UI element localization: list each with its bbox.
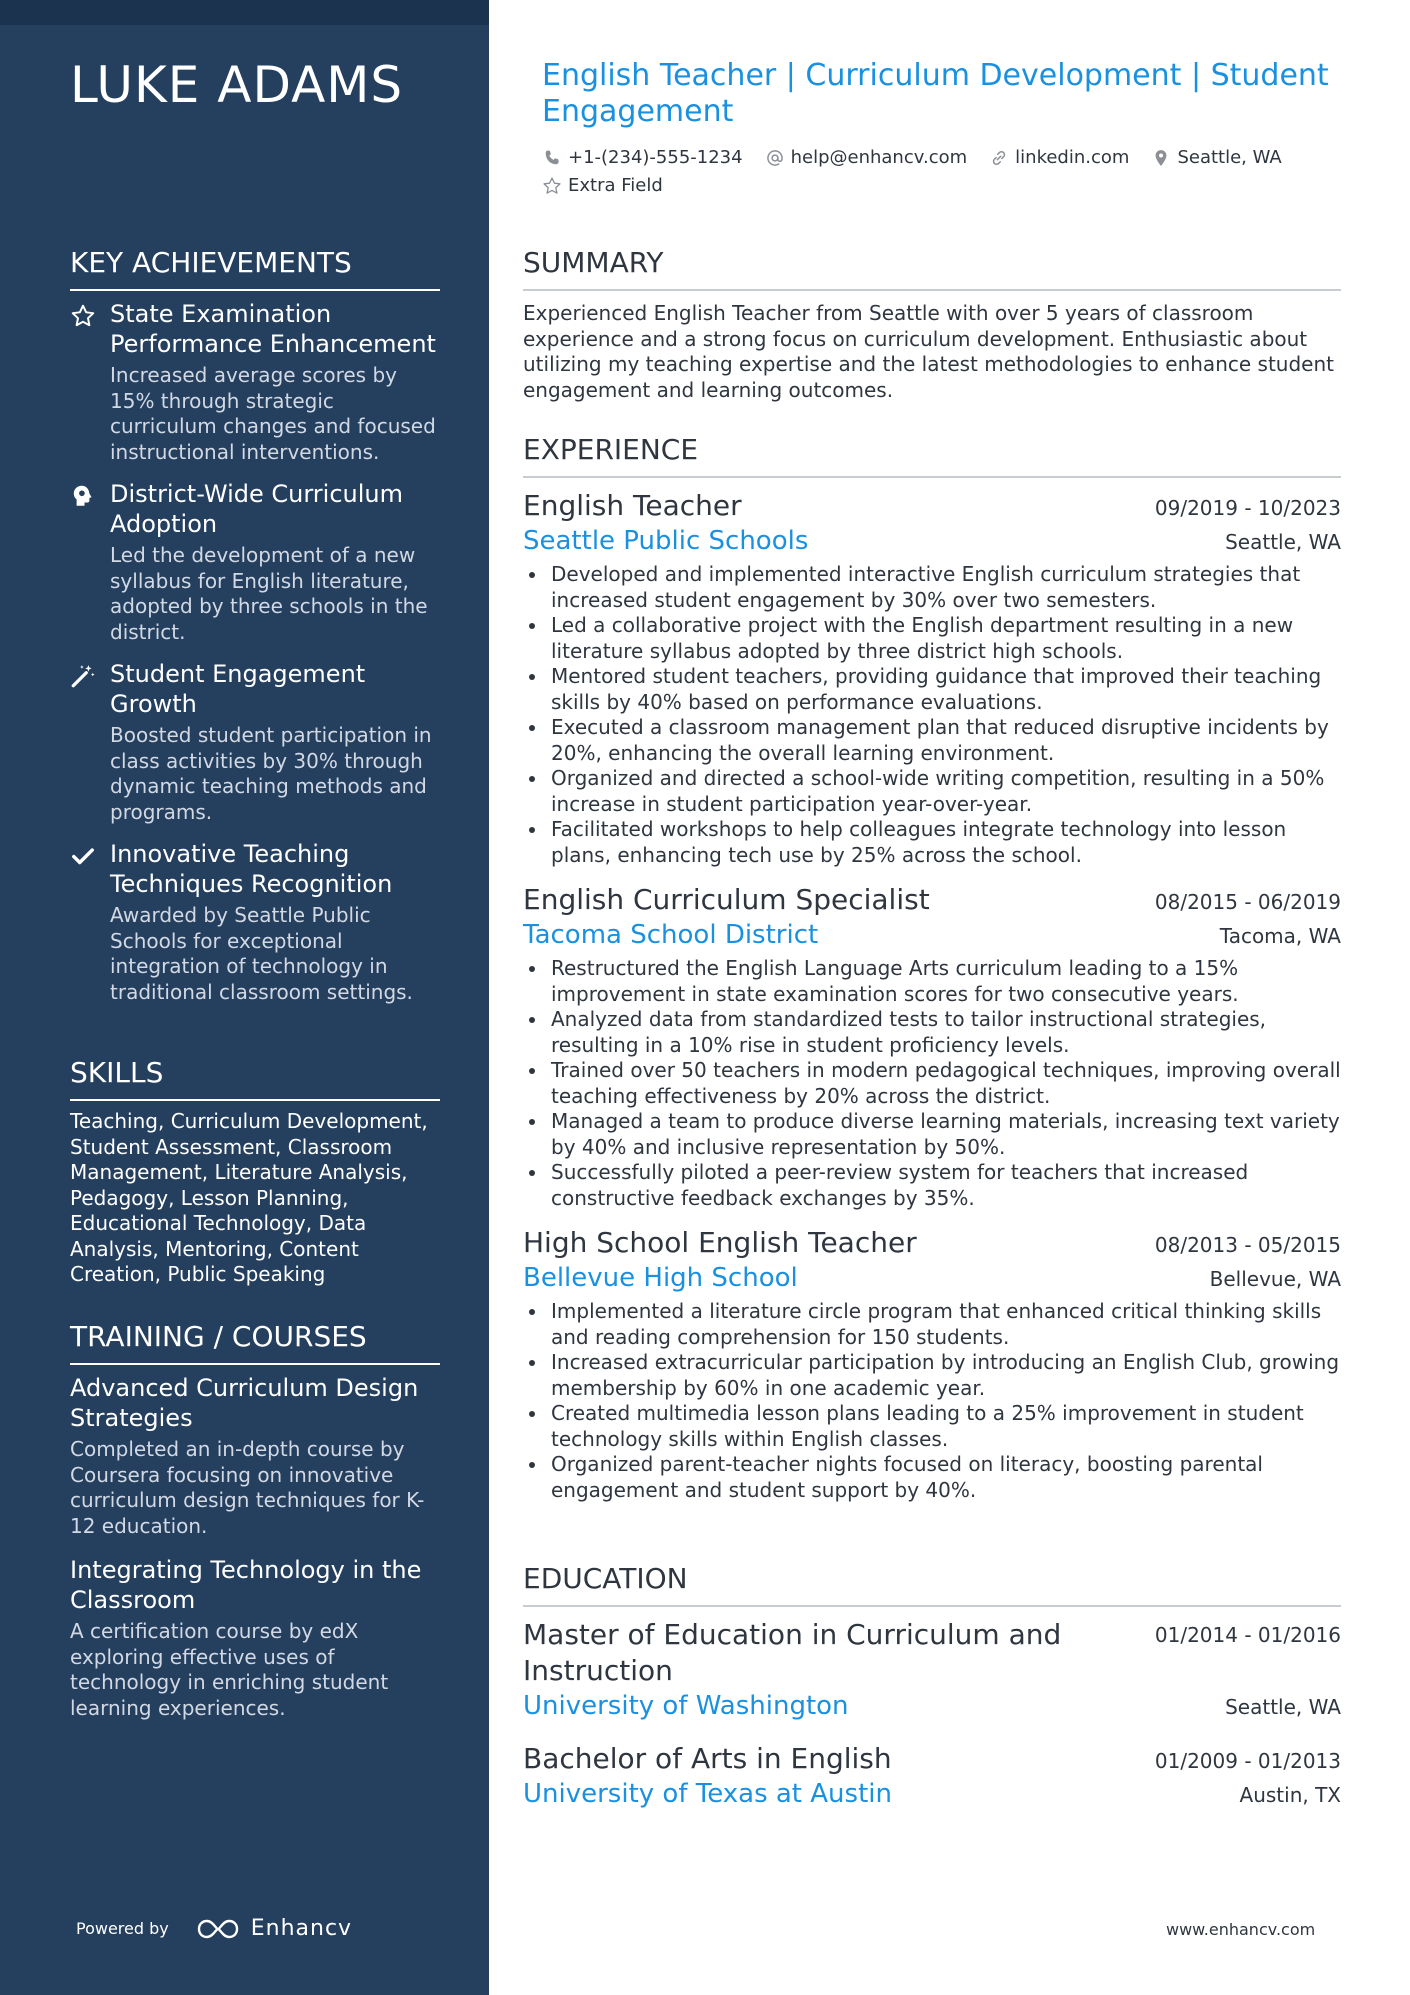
location-icon	[1151, 148, 1171, 168]
section-title: SUMMARY	[523, 246, 1341, 291]
school-location: Austin, TX	[1239, 1783, 1341, 1807]
course-title: Integrating Technology in the Classroom	[70, 1556, 422, 1614]
contact-phone-text: +1-(234)-555-1234	[568, 147, 743, 168]
achievement-description: Led the development of a new syllabus for English literature, adopted by three schools in the district.	[110, 543, 428, 644]
job-bullet: Mentored student teachers, providing guidance that improved their teaching skills by 40% based on performance evaluations.	[523, 664, 1341, 715]
section-title: TRAINING / COURSES	[70, 1320, 440, 1365]
at-icon	[765, 148, 785, 168]
link-icon	[989, 148, 1009, 168]
achievement-title: Innovative Teaching Techniques Recognition	[110, 840, 393, 898]
section-title: KEY ACHIEVEMENTS	[70, 246, 440, 291]
job-bullet: Organized parent-teacher nights focused on literacy, boosting parental engagement and student support by 40%.	[523, 1452, 1341, 1503]
contact-linkedin-text: linkedin.com	[1015, 147, 1130, 168]
achievement-title: District-Wide Curriculum Adoption	[110, 480, 404, 538]
section-title: EDUCATION	[523, 1562, 1341, 1607]
course-description: A certification course by edX exploring effective uses of technology in enriching student learning experiences.	[70, 1619, 389, 1720]
education-section	[523, 1562, 1341, 1829]
contact-location-text: Seattle, WA	[1177, 147, 1282, 168]
education-date: 01/2014 - 01/2016	[1154, 1623, 1341, 1647]
education-entry	[523, 1741, 1341, 1811]
job-bullet: Created multimedia lesson plans leading to a 25% improvement in student technology skills within English classes.	[523, 1401, 1341, 1452]
star-icon	[542, 176, 562, 196]
achievement-description: Increased average scores by 15% through strategic curriculum changes and focused instructional interventions.	[110, 363, 436, 464]
course-description: Completed an in-depth course by Coursera focusing on innovative curriculum design techniques for K-12 education.	[70, 1437, 425, 1538]
job-location: Bellevue, WA	[1209, 1267, 1341, 1291]
head-icon	[70, 483, 96, 509]
footer-website-link[interactable]: www.enhancv.com	[1166, 1920, 1316, 1939]
achievement-item	[70, 839, 440, 1005]
job-title: English Teacher	[523, 489, 742, 522]
candidate-name: LUKE ADAMS	[70, 56, 404, 114]
job-bullet: Implemented a literature circle program that enhanced critical thinking skills and reading comprehension for 150 students.	[523, 1299, 1341, 1350]
job-entry	[523, 488, 1341, 868]
job-bullet: Facilitated workshops to help colleagues integrate technology into lesson plans, enhancing tech use by 25% across the school.	[523, 817, 1341, 868]
enhancv-brand-text: Enhancv	[250, 1916, 353, 1941]
job-bullet: Trained over 50 teachers in modern pedagogical techniques, improving overall teaching effectiveness by 20% across the district.	[523, 1058, 1341, 1109]
star-icon	[70, 303, 96, 329]
job-company: Tacoma School District	[523, 920, 819, 950]
job-title: High School English Teacher	[523, 1226, 917, 1259]
achievement-title: Student Engagement Growth	[110, 660, 366, 718]
job-bullet: Analyzed data from standardized tests to tailor instructional strategies, resulting in a 10% rise in student proficiency levels.	[523, 1007, 1341, 1058]
school-name: University of Washington	[523, 1691, 849, 1721]
sidebar	[0, 0, 489, 1995]
section-title: EXPERIENCE	[523, 433, 1341, 478]
job-bullets	[523, 1299, 1341, 1503]
headline: English Teacher | Curriculum Development | Student Engagement	[542, 58, 1329, 129]
job-date: 08/2013 - 05/2015	[1154, 1233, 1341, 1257]
skills-list: Teaching, Curriculum Development, Student Assessment, Classroom Management, Literature Analysis, Pedagogy, Lesson Planning, Educational Technology, Data Analysis, Mentoring, Content Creation, Public Speaking	[70, 1109, 428, 1286]
powered-by-label: Powered by	[76, 1919, 169, 1938]
school-location: Seattle, WA	[1225, 1695, 1341, 1719]
contact-email[interactable]	[765, 146, 968, 170]
contact-location	[1151, 146, 1281, 170]
job-bullet: Developed and implemented interactive English curriculum strategies that increased student engagement by 30% over two semesters.	[523, 562, 1341, 613]
key-achievements-section	[70, 246, 440, 1019]
job-entry	[523, 882, 1341, 1211]
degree-title: Master of Education in Curriculum and Instruction	[523, 1618, 1062, 1687]
achievement-item	[70, 299, 440, 465]
achievement-item	[70, 659, 440, 825]
job-entry	[523, 1225, 1341, 1503]
job-bullets	[523, 562, 1341, 868]
education-date: 01/2009 - 01/2013	[1154, 1749, 1341, 1773]
contact-info	[542, 146, 1342, 198]
skills-section	[70, 1056, 440, 1288]
wand-icon	[70, 663, 96, 689]
job-bullet: Successfully piloted a peer-review system for teachers that increased constructive feedback exchanges by 35%.	[523, 1160, 1341, 1211]
degree-title: Bachelor of Arts in English	[523, 1742, 892, 1775]
powered-by	[76, 1916, 352, 1941]
course-item	[70, 1373, 440, 1539]
training-section	[70, 1320, 440, 1737]
job-bullets	[523, 956, 1341, 1211]
summary-section	[523, 246, 1341, 403]
education-entry	[523, 1617, 1341, 1723]
job-bullet: Managed a team to produce diverse learning materials, increasing text variety by 40% and inclusive representation by 50%.	[523, 1109, 1341, 1160]
contact-extra-field-text: Extra Field	[568, 175, 663, 196]
job-title: English Curriculum Specialist	[523, 883, 930, 916]
job-bullet: Organized and directed a school-wide writing competition, resulting in a 50% increase in student participation year-over-year.	[523, 766, 1341, 817]
course-item	[70, 1555, 440, 1721]
job-bullet: Restructured the English Language Arts curriculum leading to a 15% improvement in state examination scores for two consecutive years.	[523, 956, 1341, 1007]
job-bullet: Increased extracurricular participation by introducing an English Club, growing membership by 60% in one academic year.	[523, 1350, 1341, 1401]
job-bullet: Led a collaborative project with the English department resulting in a new literature syllabus adopted by three district high schools.	[523, 613, 1341, 664]
school-name: University of Texas at Austin	[523, 1779, 892, 1809]
sidebar-top-bar	[0, 0, 489, 25]
experience-section	[523, 433, 1341, 1517]
job-location: Tacoma, WA	[1219, 924, 1341, 948]
job-date: 08/2015 - 06/2019	[1154, 890, 1341, 914]
contact-extra-field	[542, 174, 663, 198]
summary-text: Experienced English Teacher from Seattle with over 5 years of classroom experience and a strong focus on curriculum development. Enthusiastic about utilizing my teaching expertise and the latest methodologies to enhance student engagement and learning outcomes.	[523, 301, 1334, 402]
job-company: Bellevue High School	[523, 1263, 798, 1293]
achievement-description: Boosted student participation in class activities by 30% through dynamic teaching methods and programs.	[110, 723, 432, 824]
course-title: Advanced Curriculum Design Strategies	[70, 1374, 419, 1432]
job-bullet: Executed a classroom management plan that reduced disruptive incidents by 20%, enhancing the overall learning environment.	[523, 715, 1341, 766]
enhancv-logo-icon	[195, 1917, 241, 1941]
section-title: SKILLS	[70, 1056, 440, 1101]
achievement-item	[70, 479, 440, 645]
job-company: Seattle Public Schools	[523, 526, 809, 556]
check-icon	[70, 843, 96, 869]
enhancv-logo[interactable]	[195, 1916, 352, 1941]
job-location: Seattle, WA	[1225, 530, 1341, 554]
achievement-title: State Examination Performance Enhancement	[110, 300, 436, 358]
phone-icon	[542, 148, 562, 168]
contact-linkedin[interactable]	[989, 146, 1129, 170]
contact-phone[interactable]	[542, 146, 743, 170]
job-date: 09/2019 - 10/2023	[1154, 496, 1341, 520]
contact-email-text: help@enhancv.com	[790, 147, 968, 168]
achievement-description: Awarded by Seattle Public Schools for exceptional integration of technology in traditional classroom settings.	[110, 903, 413, 1004]
